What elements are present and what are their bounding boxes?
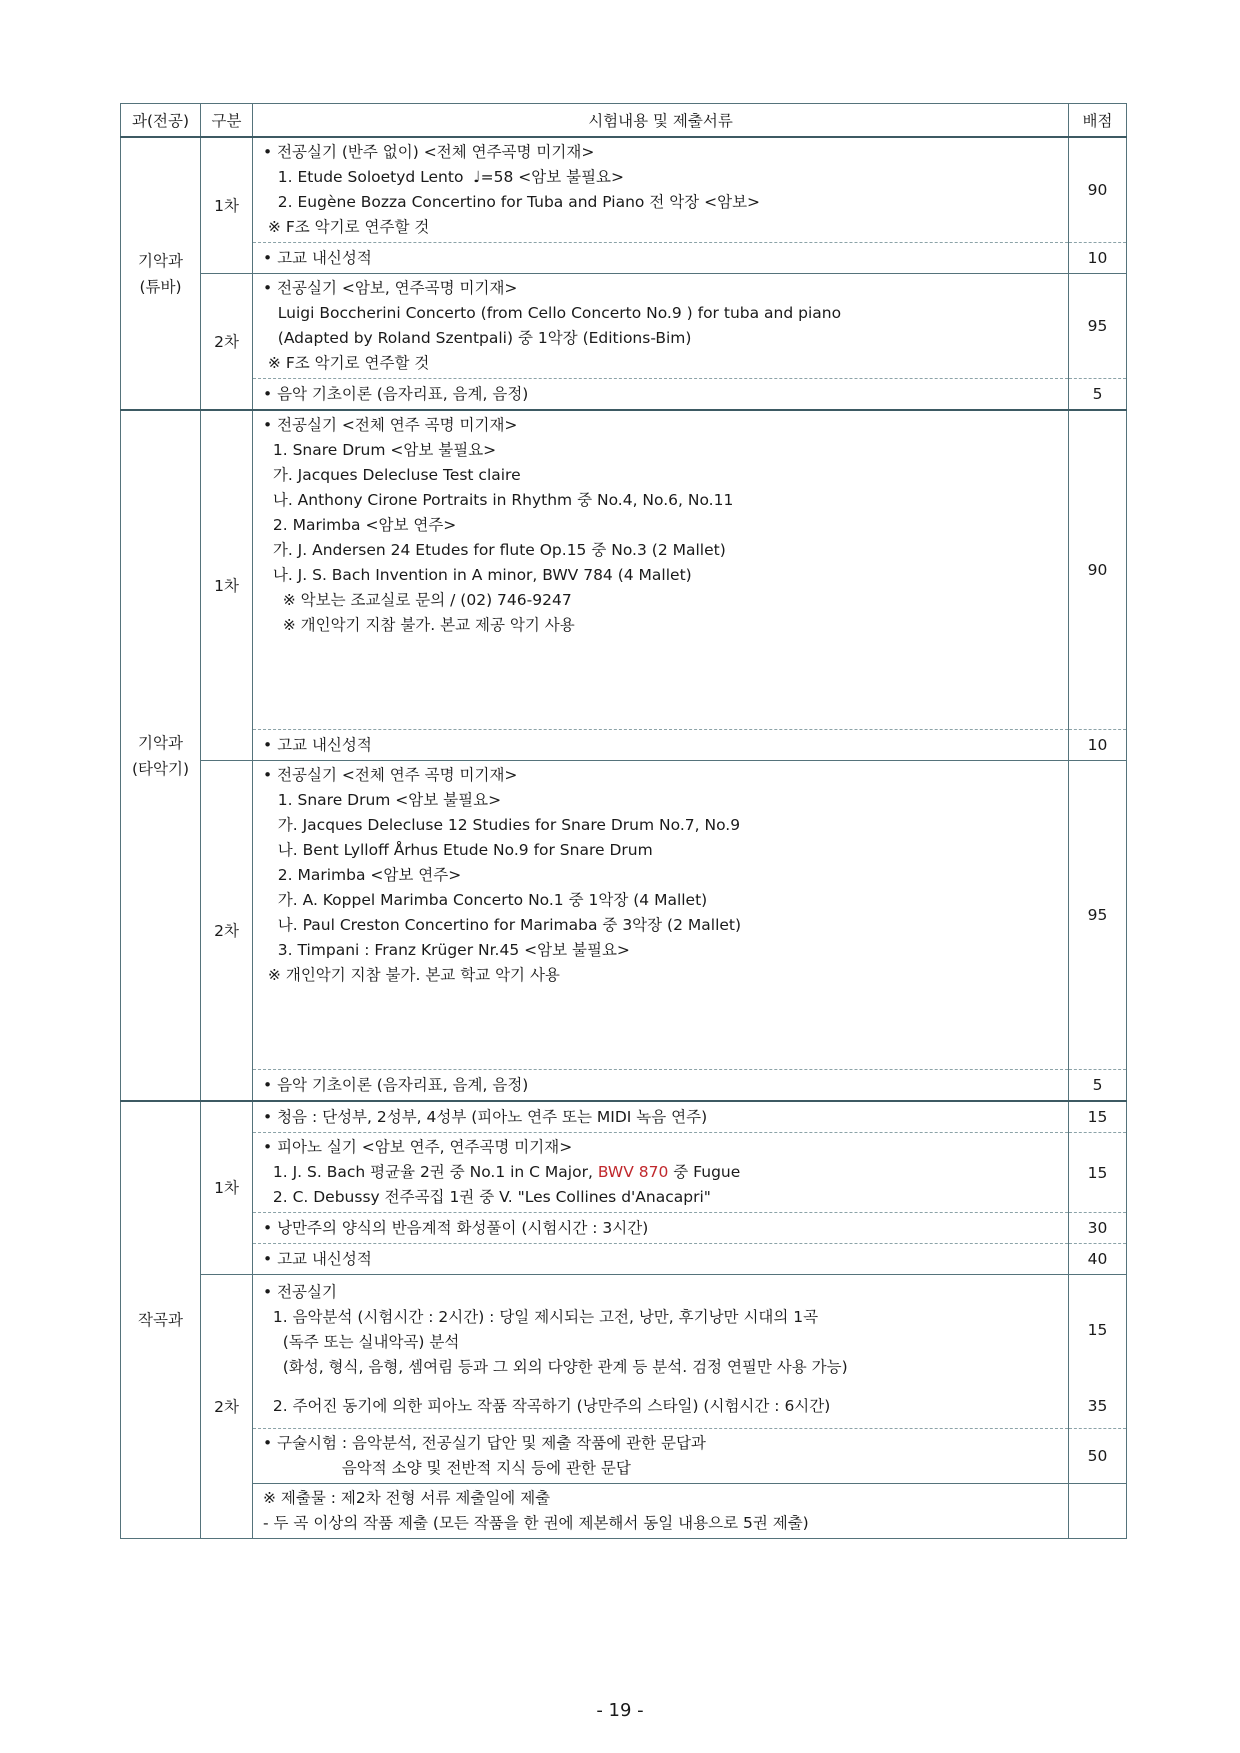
score-cell: 5 xyxy=(1069,1070,1127,1102)
content-cell: • 구술시험 : 음악분석, 전공실기 답안 및 제출 작품에 관한 문답과 음악적 소양 및 전반적 지식 등에 관한 문답 xyxy=(253,1429,1069,1484)
content-cell: • 고교 내신성적 xyxy=(253,243,1069,274)
table-row xyxy=(121,1244,1127,1275)
content-cell: ※ 제출물 : 제2차 전형 서류 제출일에 제출 - 두 곡 이상의 작품 제출 (모든 작품을 한 권에 제본해서 동일 내용으로 5권 제출) xyxy=(253,1484,1069,1539)
table-row xyxy=(121,1484,1127,1539)
score-cell: 10 xyxy=(1069,243,1127,274)
table-row xyxy=(121,274,1127,379)
table-row xyxy=(121,730,1127,761)
score-cell: 90 xyxy=(1069,137,1127,243)
header-dept: 과(전공) xyxy=(121,104,201,138)
table-row xyxy=(121,761,1127,1070)
score-cell: 40 xyxy=(1069,1244,1127,1275)
content-cell: • 고교 내신성적 xyxy=(253,730,1069,761)
header-content: 시험내용 및 제출서류 xyxy=(253,104,1069,138)
round-label: 1차 xyxy=(201,1101,253,1275)
table-row xyxy=(121,379,1127,411)
round-label: 1차 xyxy=(201,137,253,274)
table-row xyxy=(121,1384,1127,1429)
score-cell: 95 xyxy=(1069,761,1127,1070)
score-cell: 50 xyxy=(1069,1429,1127,1484)
content-cell: • 전공실기 1. 음악분석 (시험시간 : 2시간) : 당일 제시되는 고전, 낭만, 후기낭만 시대의 1곡 (독주 또는 실내악곡) 분석 (화성, 형식, 음형, 셈여림 등과 그 외의 다양한 관계 등 분석. 검정 연필만 사용 가능) xyxy=(253,1275,1069,1385)
content-cell: • 전공실기 <전체 연주 곡명 미기재> 1. Snare Drum <암보 불필요> 가. Jacques Delecluse 12 Studies for Snare Drum No.7, No.9 나. Bent Lylloff Århus Etude No.9 for Snare Drum 2. Marimba <암보 연주> 가. A. Koppel Marimba Concerto No.1 중 1악장 (4 Mallet) 나. Paul Creston Concertino for Marimaba 중 3악장 (2 Mallet) 3. Timpani : Franz Krüger Nr.45 <암보 불필요> ※ 개인악기 지참 불가. 본교 학교 악기 사용 xyxy=(253,761,1069,1070)
round-label: 2차 xyxy=(201,761,253,1102)
score-cell: 10 xyxy=(1069,730,1127,761)
content-cell: 2. 주어진 동기에 의한 피아노 작품 작곡하기 (낭만주의 스타일) (시험시간 : 6시간) xyxy=(253,1384,1069,1429)
score-cell: 5 xyxy=(1069,379,1127,411)
content-cell: • 청음 : 단성부, 2성부, 4성부 (피아노 연주 또는 MIDI 녹음 연주) xyxy=(253,1101,1069,1133)
header-score: 배점 xyxy=(1069,104,1127,138)
highlight-bwv: BWV 870 xyxy=(597,1163,669,1181)
table-row xyxy=(121,243,1127,274)
score-cell: 35 xyxy=(1069,1384,1127,1429)
score-cell: 90 xyxy=(1069,410,1127,730)
page-number: - 19 - xyxy=(596,1700,644,1721)
dept-composition: 작곡과 xyxy=(121,1101,201,1539)
dept-tuba: 기악과 (튜바) xyxy=(121,137,201,410)
table-row xyxy=(121,1070,1127,1102)
round-label: 2차 xyxy=(201,274,253,411)
score-cell: 15 xyxy=(1069,1101,1127,1133)
table-row xyxy=(121,1275,1127,1385)
content-cell: • 피아노 실기 <암보 연주, 연주곡명 미기재> 1. J. S. Bach 평균율 2권 중 No.1 in C Major, BWV 870 중 Fugue 2. C. Debussy 전주곡집 1권 중 V. "Les Collines d'Anacapri" xyxy=(253,1133,1069,1213)
content-cell: • 전공실기 <전체 연주 곡명 미기재> 1. Snare Drum <암보 불필요> 가. Jacques Delecluse Test claire 나. Anthony Cirone Portraits in Rhythm 중 No.4, No.6, No.11 2. Marimba <암보 연주> 가. J. Andersen 24 Etudes for flute Op.15 중 No.3 (2 Mallet) 나. J. S. Bach Invention in A minor, BWV 784 (4 Mallet) ※ 악보는 조교실로 문의 / (02) 746-9247 ※ 개인악기 지참 불가. 본교 제공 악기 사용 xyxy=(253,410,1069,730)
table-row xyxy=(121,1213,1127,1244)
table-header-row xyxy=(121,104,1127,138)
table-row xyxy=(121,1101,1127,1133)
table-row xyxy=(121,1133,1127,1213)
content-cell: • 낭만주의 양식의 반음계적 화성풀이 (시험시간 : 3시간) xyxy=(253,1213,1069,1244)
content-cell: • 전공실기 (반주 없이) <전체 연주곡명 미기재> 1. Etude Soloetyd Lento ♩=58 <암보 불필요> 2. Eugène Bozza Concertino for Tuba and Piano 전 악장 <암보> ※ F조 악기로 연주할 것 xyxy=(253,137,1069,243)
score-cell: 15 xyxy=(1069,1133,1127,1213)
content-cell: • 음악 기초이론 (음자리표, 음계, 음정) xyxy=(253,379,1069,411)
score-cell: 30 xyxy=(1069,1213,1127,1244)
table-row xyxy=(121,1429,1127,1484)
table-row xyxy=(121,410,1127,730)
content-cell: • 고교 내신성적 xyxy=(253,1244,1069,1275)
dept-percussion: 기악과 (타악기) xyxy=(121,410,201,1101)
score-cell: 95 xyxy=(1069,274,1127,379)
exam-requirements-table xyxy=(120,103,1127,1539)
round-label: 2차 xyxy=(201,1275,253,1539)
content-cell: • 전공실기 <암보, 연주곡명 미기재> Luigi Boccherini Concerto (from Cello Concerto No.9 ) for tuba and piano (Adapted by Roland Szentpali) 중 1악장 (Editions-Bim) ※ F조 악기로 연주할 것 xyxy=(253,274,1069,379)
header-round: 구분 xyxy=(201,104,253,138)
content-cell: • 음악 기초이론 (음자리표, 음계, 음정) xyxy=(253,1070,1069,1102)
score-cell xyxy=(1069,1484,1127,1539)
score-cell: 15 xyxy=(1069,1275,1127,1385)
table-row xyxy=(121,137,1127,243)
round-label: 1차 xyxy=(201,410,253,761)
